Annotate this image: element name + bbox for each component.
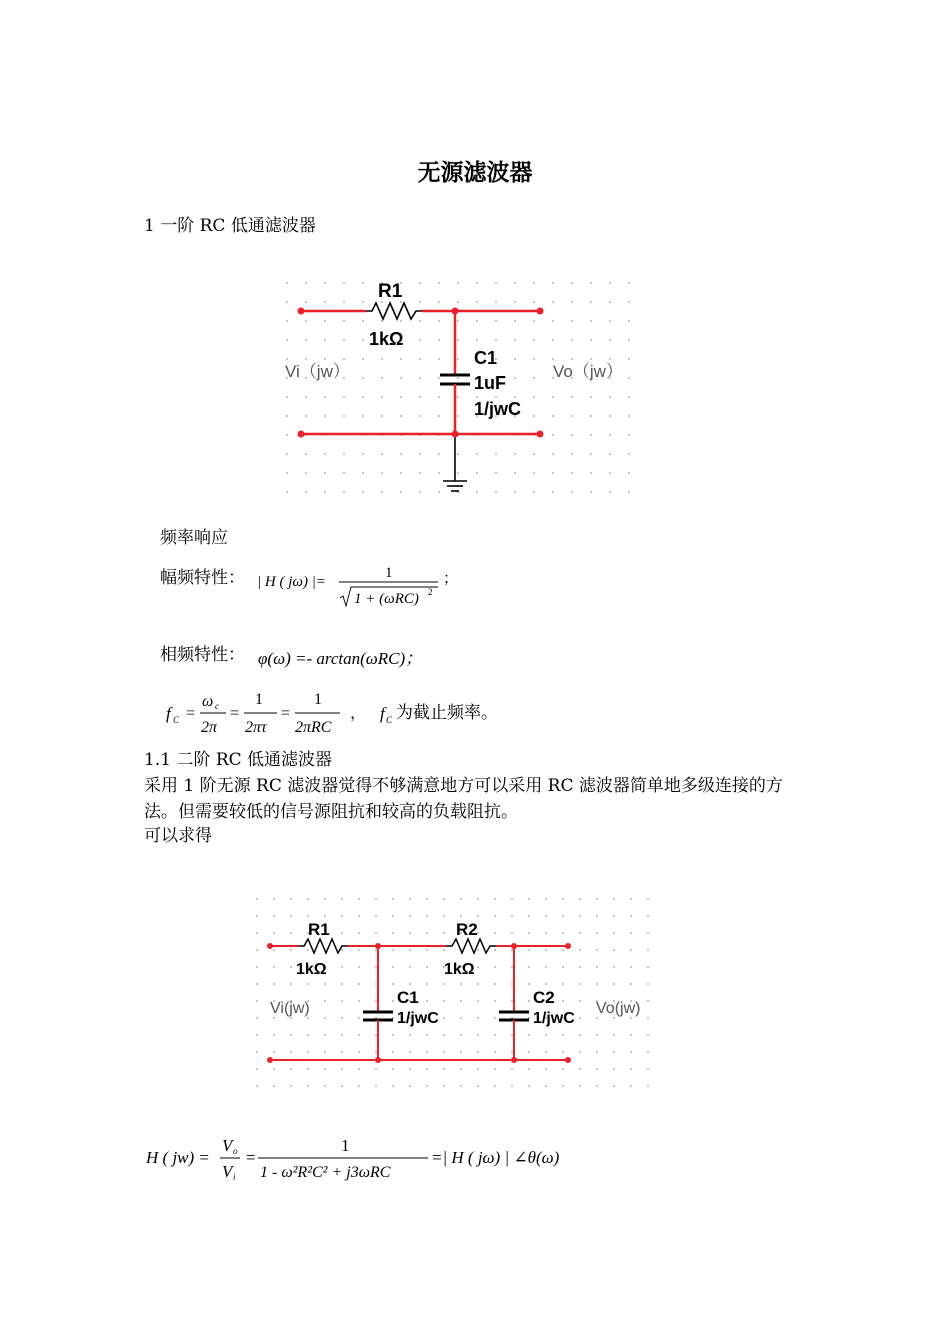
c2-value: 1/jwC: [533, 1010, 575, 1027]
fc-symbol: f: [166, 704, 171, 723]
c1-impedance: 1/jwC: [474, 399, 522, 419]
svg-text:1: 1: [341, 1136, 350, 1155]
r2-label: R2: [456, 920, 478, 939]
svg-text:2πτ: 2πτ: [245, 719, 267, 736]
vout-label: Vo（jw）: [553, 362, 623, 381]
svg-text:2πRC: 2πRC: [295, 719, 332, 736]
section2-paragraph-2: 可以求得: [144, 826, 212, 846]
node-junction-top: [452, 308, 459, 315]
phase-formula: φ(ω) =- arctan(ωRC)；: [258, 649, 423, 668]
svg-text:=: =: [246, 1148, 256, 1167]
svg-text:=: =: [281, 705, 291, 722]
omega-c: ω: [202, 693, 214, 710]
transfer-function-formula: [144, 1132, 614, 1192]
r1-label: R1: [308, 920, 330, 939]
fc-subscript: C: [173, 715, 180, 725]
svg-text:1: 1: [255, 691, 263, 708]
magnitude-lhs: | H ( jω) |=: [257, 574, 326, 590]
magnitude-end: ；: [443, 571, 459, 587]
svg-text:2π: 2π: [201, 719, 218, 736]
vout-label: Vo(jw): [596, 1000, 641, 1017]
magnitude-label: 幅频特性：: [160, 568, 245, 588]
vin-label: Vi（jw）: [285, 362, 350, 381]
c2-label: C2: [533, 988, 555, 1007]
r1-label: R1: [378, 281, 403, 302]
section2-heading: 1.1 二阶 RC 低通滤波器: [144, 750, 333, 770]
c1-value: 1/jwC: [397, 1010, 439, 1027]
node-out-bottom: [537, 431, 544, 438]
second-order-rc-circuit: [252, 890, 656, 1102]
first-order-rc-circuit: [280, 272, 632, 504]
c1-label: C1: [397, 988, 419, 1007]
node-junction-bottom: [452, 431, 459, 438]
svg-text:C: C: [386, 715, 393, 725]
section2-paragraph: 采用 1 阶无源 RC 滤波器觉得不够满意地方可以采用 RC 滤波器简单地多级连接的方法。但需要较低的信号源阻抗和较高的负载阻抗。: [144, 776, 783, 822]
transfer-rhs: =| H ( jω) | ∠θ(ω): [431, 1148, 560, 1167]
svg-text:V: V: [222, 1162, 233, 1181]
svg-text:，: ，: [350, 705, 367, 722]
r1-value: 1kΩ: [296, 961, 327, 978]
svg-text:V: V: [222, 1136, 233, 1155]
svg-text:c: c: [215, 701, 219, 711]
node-in-bottom: [298, 431, 305, 438]
r2-value: 1kΩ: [444, 961, 475, 978]
r1-value: 1kΩ: [369, 329, 404, 349]
phase-label: 相频特性：: [160, 645, 245, 665]
svg-text:=: =: [186, 705, 196, 722]
node-in-top: [298, 308, 305, 315]
c1-label: C1: [474, 348, 498, 368]
svg-text:1: 1: [314, 691, 322, 708]
svg-text:=: =: [230, 705, 240, 722]
magnitude-formula: [252, 560, 462, 620]
section1-heading: 1 一阶 RC 低通滤波器: [144, 216, 316, 236]
magnitude-denominator: 1 + (ωRC): [354, 591, 419, 607]
vin-label: Vi(jw): [270, 1000, 310, 1017]
magnitude-numerator: 1: [385, 565, 393, 581]
c1-value: 1uF: [474, 373, 507, 393]
node-out-top: [537, 308, 544, 315]
magnitude-exponent: 2: [428, 587, 433, 597]
transfer-lhs: H ( jw) =: [146, 1148, 210, 1167]
cutoff-note: 为截止频率。: [396, 703, 498, 722]
cutoff-formula: [160, 684, 520, 740]
page-title: 无源滤波器: [417, 160, 533, 186]
svg-text:f: f: [380, 704, 385, 723]
svg-text:o: o: [233, 1146, 238, 1156]
freq-response-label: 频率响应: [160, 528, 228, 548]
transfer-denominator: 1 - ω²R²C² + j3ωRC: [260, 1164, 391, 1181]
svg-text:i: i: [233, 1172, 236, 1182]
